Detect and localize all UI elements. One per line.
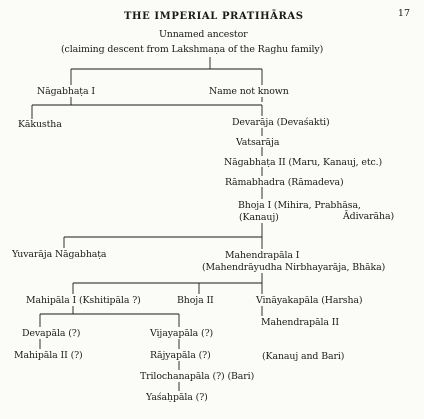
node-mahendrapala-1-titles: (Mahendrāyudha Nirbhayarāja, Bhāka) xyxy=(202,262,386,273)
node-rajyapala-note: (Kanauj and Bari) xyxy=(262,351,345,362)
node-mahipala-2: Mahipāla II (?) xyxy=(14,350,83,361)
node-root-note: (claiming descent from Lakshmaṇa of the Raghu family) xyxy=(61,44,324,55)
node-bhoja-2: Bhoja II xyxy=(177,295,214,306)
page-number: 17 xyxy=(397,8,410,19)
node-mahipala-1: Mahipāla I (Kshitipāla ?) xyxy=(26,295,141,306)
node-mahendrapala-1: Mahendrapāla I xyxy=(225,250,300,261)
node-rajyapala: Rājyapāla (?) xyxy=(150,350,211,361)
node-kakustha: Kākustha xyxy=(18,119,62,130)
node-trilochanapala: Trilochanapāla (?) (Bari) xyxy=(140,371,255,382)
node-nagabhata-1: Nāgabhaṭa I xyxy=(37,86,95,97)
node-vatsaraja: Vatsarāja xyxy=(236,137,280,148)
node-unnamed-ancestor: Unnamed ancestor xyxy=(159,29,248,40)
node-bhoja-1-kanauj: (Kanauj) xyxy=(239,212,279,223)
node-vijayapala: Vijayapāla (?) xyxy=(150,328,214,339)
node-bhoja-1: Bhoja I (Mihira, Prabhāsa, xyxy=(238,200,361,211)
node-yuvaraja-nagabhata: Yuvarāja Nāgabhaṭa xyxy=(12,249,107,260)
node-nagabhata-2: Nāgabhaṭa II (Maru, Kanauj, etc.) xyxy=(224,157,383,168)
node-ramabhadra: Rāmabhadra (Rāmadeva) xyxy=(225,177,344,188)
node-name-not-known: Name not known xyxy=(209,86,289,97)
node-yasahpala: Yaśaḥpāla (?) xyxy=(146,392,208,403)
node-bhoja-1-adivaraha: Ādivarāha) xyxy=(343,211,395,222)
genealogy-title: THE IMPERIAL PRATIHĀRAS xyxy=(124,11,304,22)
node-devaraja: Devarāja (Devaśakti) xyxy=(232,117,330,128)
node-vinayakapala: Vināyakapāla (Harsha) xyxy=(256,295,363,306)
node-devapala: Devapāla (?) xyxy=(22,328,81,339)
node-mahendrapala-2: Mahendrapāla II xyxy=(261,317,339,328)
